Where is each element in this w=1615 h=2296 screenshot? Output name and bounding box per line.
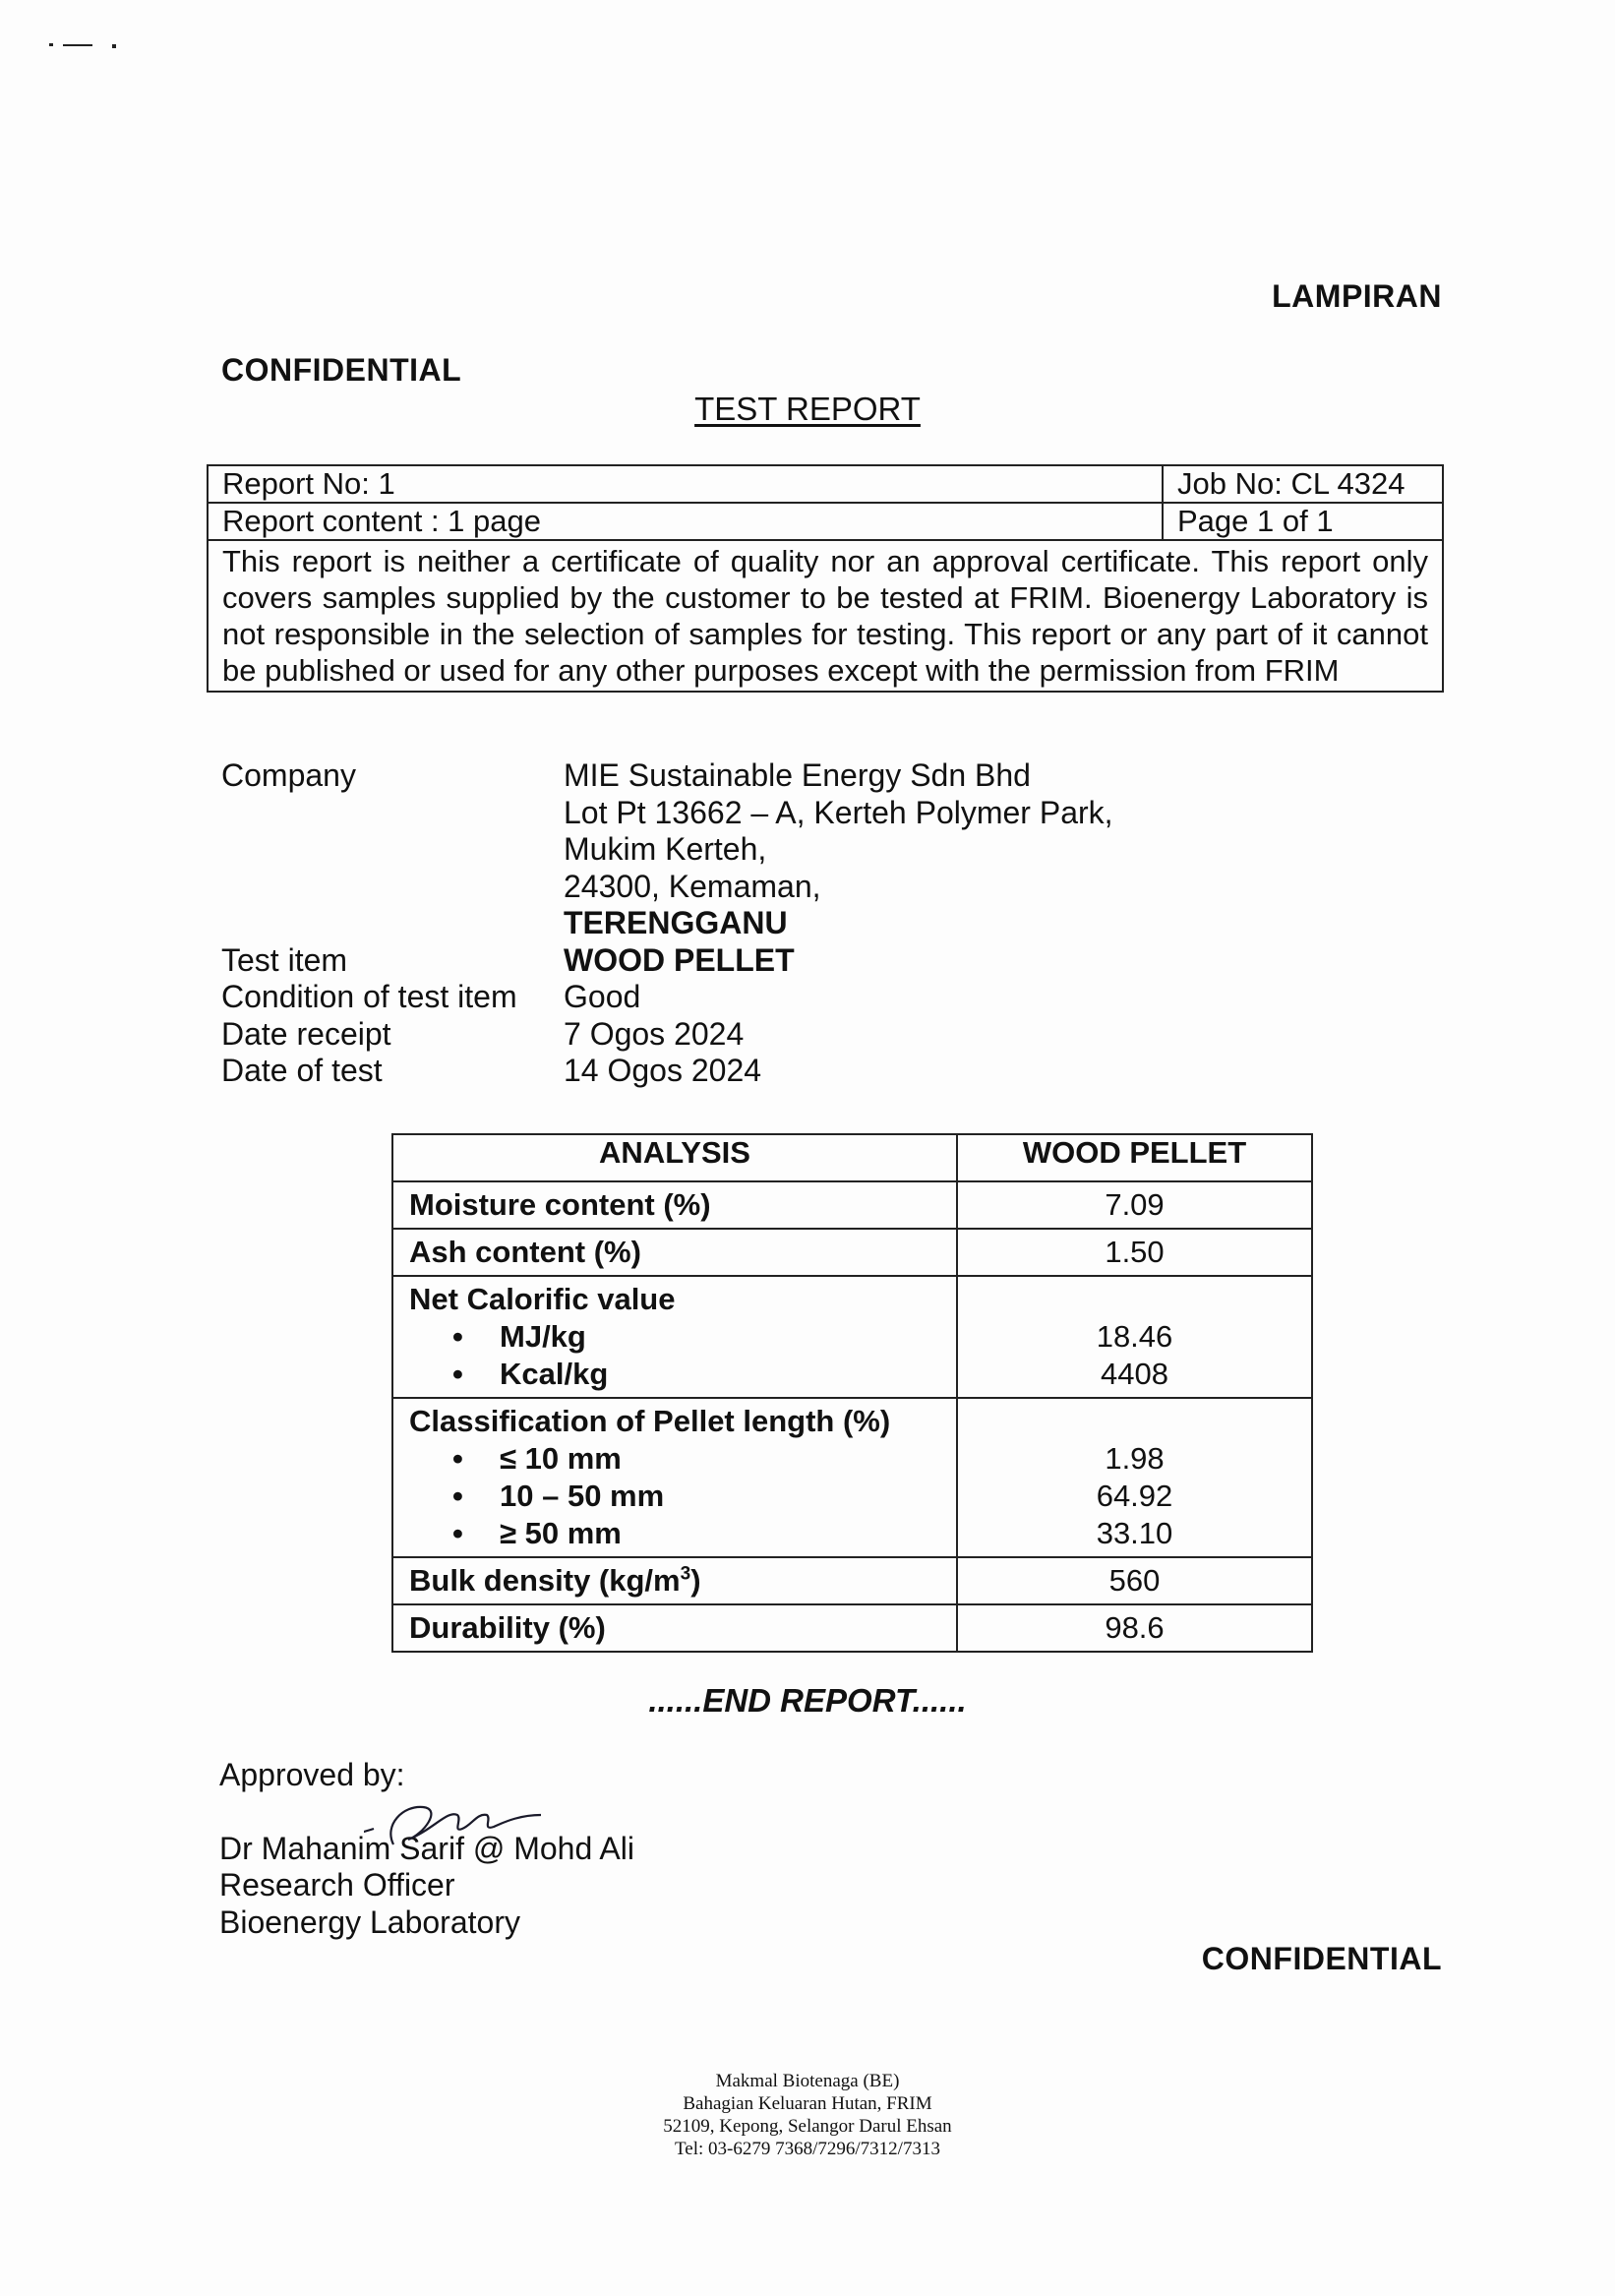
wood-pellet-header: WOOD PELLET — [957, 1134, 1312, 1181]
company-line: MIE Sustainable Energy Sdn Bhd — [564, 757, 1031, 793]
test-item-label: Test item — [221, 941, 348, 978]
durability-value: 98.6 — [957, 1604, 1312, 1652]
condition-value: Good — [564, 979, 641, 1014]
report-content: Report content : 1 page — [208, 503, 1163, 540]
len2-value: 64.92 — [1096, 1479, 1173, 1513]
table-row — [392, 1276, 1312, 1398]
date-receipt-value: 7 Ogos 2024 — [564, 1015, 745, 1052]
company-line: Lot Pt 13662 – A, Kerteh Polymer Park, — [564, 794, 1113, 830]
signature — [364, 1785, 561, 1864]
analysis-header: ANALYSIS — [392, 1134, 957, 1181]
disclaimer: This report is neither a certificate of quality nor an approval certificate. This report only covers samples supplied by the customer to be tested at FRIM. Bioenergy Laboratory is not responsible in the selection of samples for testing. This report or any part of it cannot be published or used for any other purposes except with the permission from FRIM — [208, 540, 1443, 692]
company-line: 24300, Kemaman, — [564, 868, 821, 904]
approver-name: Dr Mahanim Sarif @ Mohd Ali — [219, 1830, 634, 1866]
len1-value: 1.98 — [1105, 1441, 1165, 1476]
approver-lab: Bioenergy Laboratory — [219, 1903, 520, 1940]
moisture-label: Moisture content (%) — [392, 1181, 957, 1229]
len1-label: ≤ 10 mm — [500, 1441, 622, 1476]
report-info — [221, 757, 1113, 1090]
approver-title: Research Officer — [219, 1867, 455, 1903]
footer-address — [0, 2070, 1615, 2160]
job-no: Job No: CL 4324 — [1163, 465, 1443, 503]
page-number: Page 1 of 1 — [1163, 503, 1443, 540]
ash-value: 1.50 — [957, 1229, 1312, 1276]
company-state: TERENGGANU — [564, 905, 788, 940]
company-label: Company — [221, 757, 356, 793]
ncv-kcal-value: 4408 — [1101, 1357, 1168, 1391]
date-test-label: Date of test — [221, 1053, 383, 1088]
lampiran-label: LAMPIRAN — [1272, 278, 1442, 314]
bulk-label: Bulk density $(kg/m^3)$ — [392, 1557, 957, 1604]
report-title: TEST REPORT — [694, 391, 921, 427]
table-row — [392, 1557, 1312, 1604]
date-test-value: 14 Ogos 2024 — [564, 1053, 762, 1088]
company-line: Mukim Kerteh, — [564, 831, 767, 867]
confidential-top: CONFIDENTIAL — [221, 352, 462, 388]
ash-label: Ash content (%) — [392, 1229, 957, 1276]
confidential-bottom: CONFIDENTIAL — [1201, 1941, 1442, 1976]
footer-line: Makmal Biotenaga (BE) — [715, 2071, 900, 2091]
length-label: Classification of Pellet length (%) — [409, 1404, 891, 1438]
ncv-mj-value: 18.46 — [1096, 1319, 1173, 1354]
report-header-table — [207, 464, 1444, 693]
report-no: Report No: 1 — [208, 465, 1163, 503]
footer-line: Bahagian Keluaran Hutan, FRIM — [683, 2093, 932, 2114]
test-item-value: WOOD PELLET — [564, 941, 795, 978]
len3-value: 33.10 — [1096, 1516, 1173, 1550]
approved-by-label: Approved by: — [219, 1757, 405, 1792]
table-row — [392, 1604, 1312, 1652]
scan-mark — [49, 39, 118, 49]
condition-label: Condition of test item — [221, 979, 517, 1014]
len3-label: ≥ 50 mm — [500, 1516, 622, 1550]
table-row — [392, 1398, 1312, 1557]
ncv-mj-label: MJ/kg — [500, 1319, 586, 1354]
len2-label: 10 – 50 mm — [500, 1479, 665, 1513]
footer-line: Tel: 03-6279 7368/7296/7312/7313 — [675, 2139, 940, 2159]
footer-line: 52109, Kepong, Selangor Darul Ehsan — [663, 2116, 952, 2137]
moisture-value: 7.09 — [957, 1181, 1312, 1229]
ncv-kcal-label: Kcal/kg — [500, 1357, 609, 1391]
ncv-label: Net Calorific value — [409, 1282, 676, 1316]
table-row — [392, 1181, 1312, 1229]
end-report: ......END REPORT...... — [648, 1682, 967, 1719]
bulk-value: 560 — [957, 1557, 1312, 1604]
table-row — [392, 1229, 1312, 1276]
date-receipt-label: Date receipt — [221, 1015, 391, 1052]
analysis-table — [391, 1133, 1313, 1653]
durability-label: Durability (%) — [392, 1604, 957, 1652]
